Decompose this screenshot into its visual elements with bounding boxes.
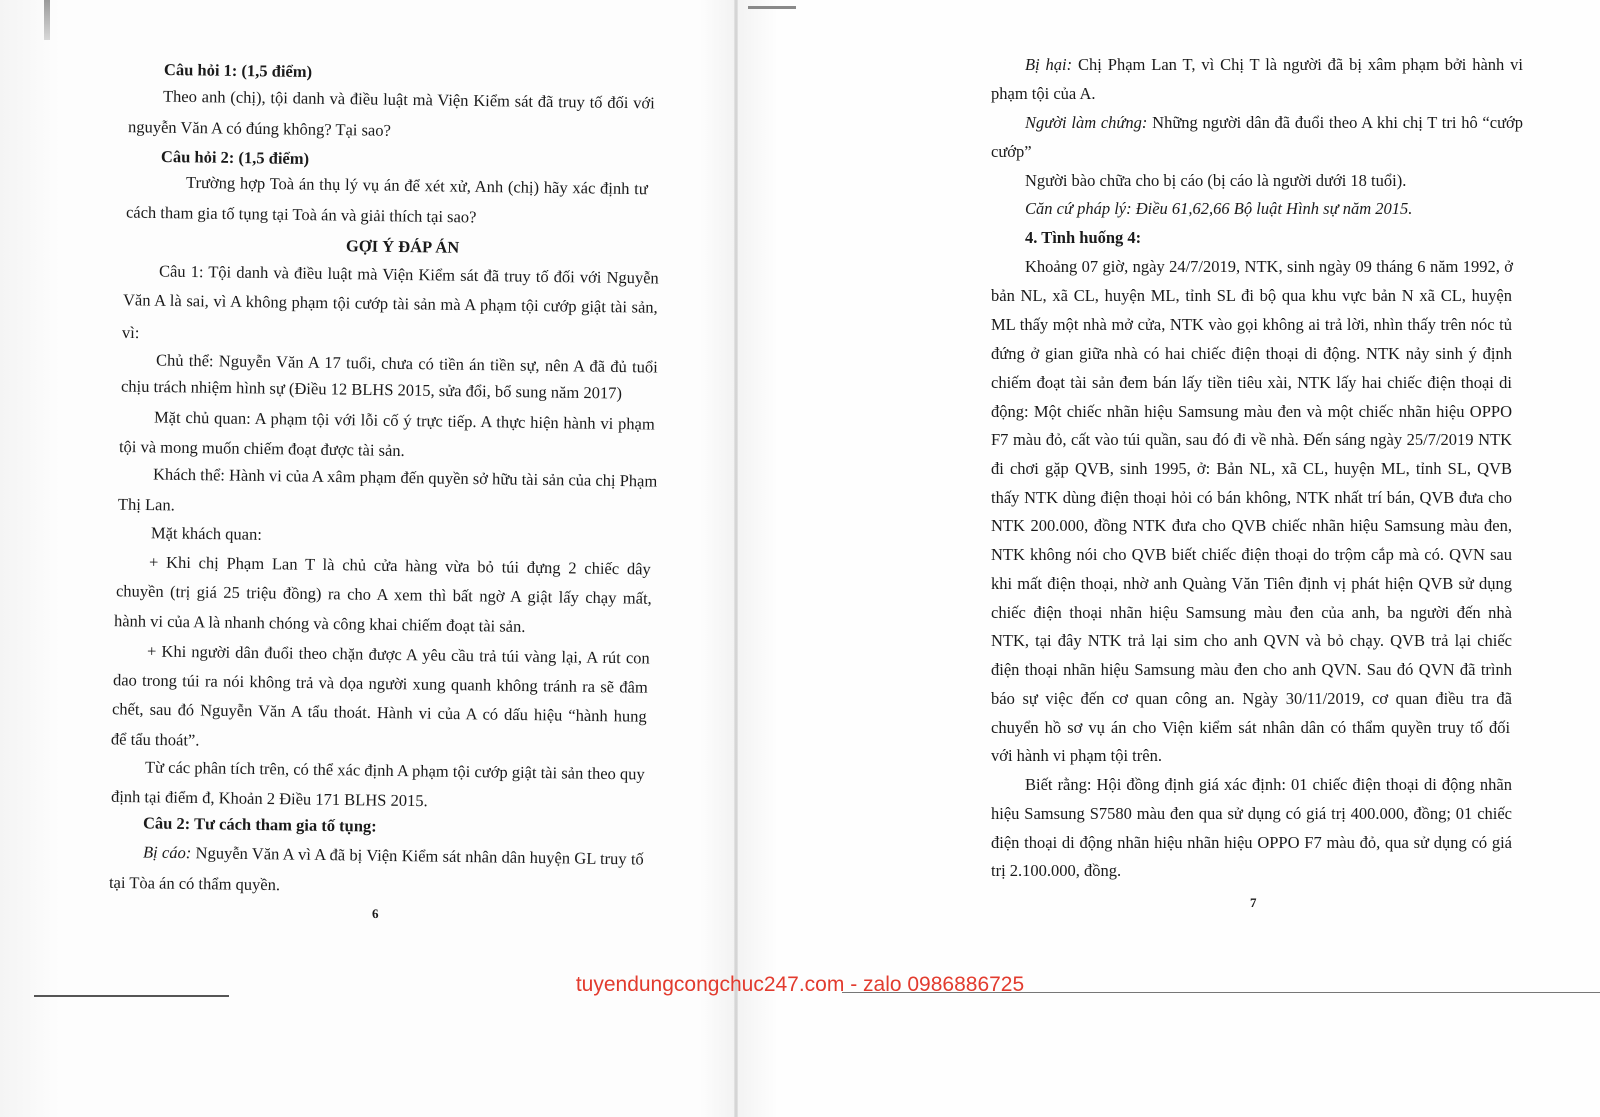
left-text-line: chịu trách nhiệm hình sự (Điều 12 BLHS 2015, sửa đổi, bổ sung năm 2017) xyxy=(120,376,623,403)
left-text-line: Câu 1: Tội danh và điều luật mà Viện Kiểm sát đã truy tố đối với Nguyễn xyxy=(158,261,659,288)
left-text-line: Mặt khách quan: xyxy=(150,523,263,544)
left-text-line: Thị Lan. xyxy=(117,494,175,515)
right-text-line: Người bào chữa cho bị cáo (bị cáo là người dưới 18 tuổi). xyxy=(1025,171,1407,190)
right-text-line: với hành vi phạm tội trên. xyxy=(991,746,1162,765)
right-text-line: cướp” xyxy=(991,142,1032,161)
left-text-line: dao trong túi ra nói không trả và dọa người xung quanh không tránh ra sẽ đâm xyxy=(112,670,648,697)
right-text-line: đi chơi gặp QVB, sinh 1995, ở: Bản NL, xã CL, huyện ML, tỉnh SL, QVB xyxy=(991,459,1512,478)
left-text-line: + Khi chị Phạm Lan T là chủ cửa hàng vừa bỏ túi đựng 2 chiếc dây xyxy=(148,552,651,579)
right-text-line: động: Một chiếc nhãn hiệu Samsung màu đen và một chiếc nhãn hiệu OPPO xyxy=(991,402,1512,421)
left-text-line: vì: xyxy=(121,322,140,343)
left-text-line: Bị cáo: Nguyễn Văn A vì A đã bị Viện Kiểm sát nhân dân huyện GL truy tố xyxy=(142,842,644,869)
left-text-line: Trường hợp Toà án thụ lý vụ án để xét xử, Anh (chị) hãy xác định tư xyxy=(185,172,648,199)
watermark-text: tuyendungcongchuc247.com - zalo 0986886725 xyxy=(575,973,1025,996)
book-gutter xyxy=(734,0,738,1117)
left-text-line: Theo anh (chị), tội danh và điều luật mà Viện Kiểm sát đã truy tố đối với xyxy=(162,86,655,113)
right-text-line: phạm tội của A. xyxy=(991,84,1096,103)
left-text-line: chuyền (trị giá 25 triệu đồng) ra cho A xem thì bất ngờ A giật lấy chạy mất, xyxy=(115,581,652,608)
left-text-line: Từ các phân tích trên, có thể xác định A phạm tội cướp giật tài sản theo quy xyxy=(144,757,645,784)
left-text-line: Khách thể: Hành vi của A xâm phạm đến quyền sở hữu tài sản của chị Phạm xyxy=(152,464,658,491)
left-text-line: Chủ thể: Nguyễn Văn A 17 tuổi, chưa có tiền án tiền sự, nên A đã đủ tuổi xyxy=(155,350,658,377)
right-page-number: 7 xyxy=(1250,895,1257,910)
right-text-line: bản NL, xã CL, huyện ML, tỉnh SL đi bộ qua khu vực bản N xã CL, huyện xyxy=(991,286,1512,305)
scan-edge-mark xyxy=(44,0,50,40)
right-text-line: NTK không nói cho QVB biết chiếc điện thoại do trộm cắp mà có. QVN sau xyxy=(991,545,1512,564)
left-page-number: 6 xyxy=(371,905,379,922)
left-text-line: hành vi của A là nhanh chóng và công khai chiếm đoạt tài sản. xyxy=(113,611,526,636)
left-text-line: Văn A là sai, vì A không phạm tội cướp tài sản mà A phạm tội cướp giật tài sản, xyxy=(122,290,658,317)
right-text-line: NTK, tại đây NTK trả lại sim cho anh QVN và bỏ chạy. QVB trả lại chiếc xyxy=(991,631,1512,650)
right-text-line: đứng ở gian giữa nhà có hai chiếc điện thoại di động. NTK nảy sinh ý định xyxy=(991,344,1512,363)
right-text-line: chiếc điện thoại nhãn hiệu Samsung màu đen của anh, ba người đến nhà xyxy=(991,603,1512,622)
right-text-line: điện thoại nhãn hiệu Samsung màu đen cho anh QVN. Sau đó QVN đã trình xyxy=(991,660,1512,679)
right-text-line: Người làm chứng: Những người dân đã đuổi theo A khi chị T tri hô “cướp xyxy=(1025,113,1523,132)
right-text-line: điện thoại di động nhãn hiệu nhãn hiệu OPPO F7 màu đỏ, qua sử dụng có giá xyxy=(991,833,1512,852)
right-text-line: F7 màu đỏ, cất vào túi quần, sau đó đi về nhà. Đến sáng ngày 25/7/2019 NTK xyxy=(991,430,1512,449)
right-text-line: chiếm đoạt tài sản đem bán lấy tiền tiêu xài, NTK lấy hai chiếc điện thoại di xyxy=(991,373,1512,392)
right-text-line: hiệu Samsung S7580 màu đen qua sử dụng có giá trị 400.000, đồng; 01 chiếc xyxy=(991,804,1512,823)
left-text-line: nguyễn Văn A có đúng không? Tại sao? xyxy=(127,117,392,140)
left-text-line: Câu hỏi 2: (1,5 điểm) xyxy=(160,146,310,169)
right-text-line: chuyển hồ sơ vụ án cho Viện kiểm sát nhân dân có thẩm quyền truy tố đối xyxy=(991,718,1511,737)
left-text-line: chết, sau đó Nguyễn Văn A tẩu thoát. Hành vi của A có dấu hiệu “hành hung xyxy=(111,699,647,726)
right-text-line: NTK 200.000, đồng NTK đưa cho QVB chiếc nhãn hiệu Samsung màu đen, xyxy=(991,516,1512,535)
right-text-line: 4. Tình huống 4: xyxy=(1025,228,1142,247)
left-text-line: Mặt chủ quan: A phạm tội với lỗi cố ý trực tiếp. A thực hiện hành vi phạm xyxy=(153,407,655,434)
right-text-line: khi mất điện thoại, nhờ anh Quàng Văn Tiên định vị phát hiện QVB sử dụng xyxy=(991,574,1512,593)
left-text-line: cách tham gia tố tụng tại Toà án và giải thích tại sao? xyxy=(125,202,477,227)
right-text-line: Bị hại: Chị Phạm Lan T, vì Chị T là người đã bị xâm phạm bởi hành vi xyxy=(1025,55,1523,74)
right-text-line: báo sự việc đến cơ quan công an. Ngày 30/11/2019, cơ quan điều tra đã xyxy=(991,689,1512,708)
left-text-line: tại Tòa án có thẩm quyền. xyxy=(108,872,281,895)
right-text-line: Biết rằng: Hội đồng định giá xác định: 01 chiếc điện thoại di động nhãn xyxy=(1025,775,1512,794)
left-text-line: tội và mong muốn chiếm đoạt được tài sản. xyxy=(118,437,405,460)
left-text-line: để tẩu thoát”. xyxy=(110,729,200,750)
left-text-line: GỢI Ý ĐÁP ÁN xyxy=(345,236,460,257)
right-text-line: Khoảng 07 giờ, ngày 24/7/2019, NTK, sinh ngày 09 tháng 6 năm 1992, ở xyxy=(1025,257,1513,276)
scan-top-mark xyxy=(748,6,796,9)
right-text-line: trị 2.100.000, đồng. xyxy=(991,861,1122,880)
right-text-line: Căn cứ pháp lý: Điều 61,62,66 Bộ luật Hình sự năm 2015. xyxy=(1025,199,1413,218)
left-text-line: Câu hỏi 1: (1,5 điểm) xyxy=(163,59,313,82)
left-text-line: + Khi người dân đuổi theo chặn được A yêu cầu trả túi vàng lại, A rút con xyxy=(146,641,650,668)
left-text-line: định tại điểm đ, Khoản 2 Điều 171 BLHS 2015. xyxy=(110,786,428,811)
right-text-line: ML thấy một nhà mở cửa, NTK vào gọi không ai trả lời, nhìn thấy trên nóc tủ xyxy=(991,315,1512,334)
right-text-line: thấy NTK dùng điện thoại hỏi có bán không, NTK nhất trí bán, QVB đưa cho xyxy=(991,488,1512,507)
left-text-line: Câu 2: Tư cách tham gia tố tụng: xyxy=(142,813,377,836)
